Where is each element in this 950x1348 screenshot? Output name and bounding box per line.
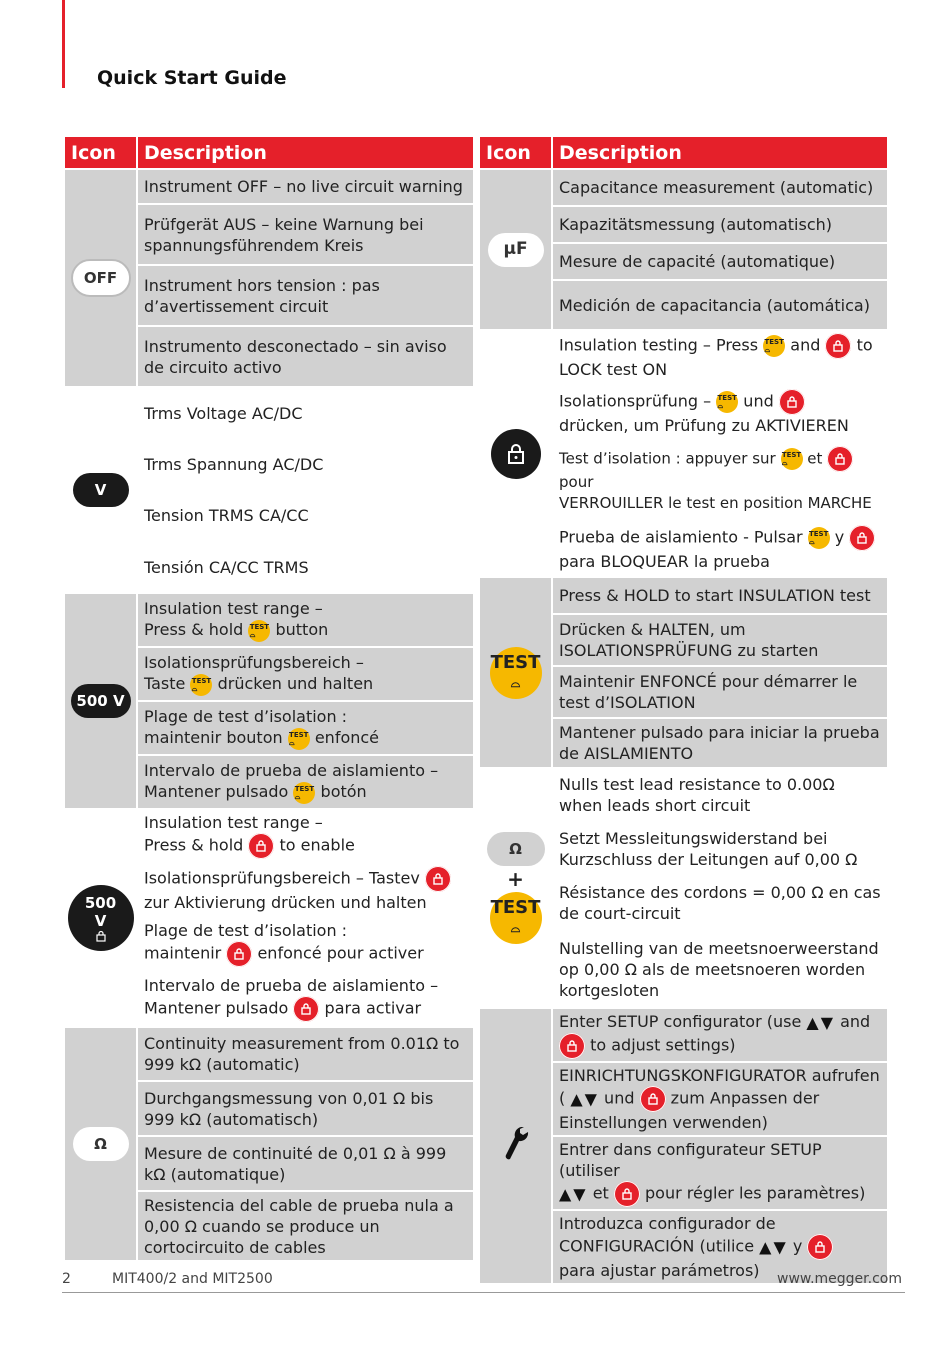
lock-icon [248,833,274,859]
desc-cont-es: Resistencia del cable de prueba nula a 0,00 Ω cuando se produce un cortocircuito de cables [137,1191,474,1261]
lock-icon [293,996,319,1022]
desc-cap-fr: Mesure de capacité (automatique) [552,243,888,280]
col-description-header: Description [137,136,474,169]
lock-icon [849,525,875,551]
lock-icon [491,429,541,479]
plus-sign: + [507,867,524,891]
desc-off-de: Prüfgerät AUS – keine Warnung bei spannungsführendem Kreis [137,204,474,265]
desc-setup-fr: Entrer dans configurateur SETUP (utiliser ▲▼ et pour régler les paramètres) [552,1136,888,1210]
ohm-icon: Ω [487,832,545,866]
lock-icon-cell [479,330,552,577]
desc-null-de: Setzt Messleitungswiderstand bei Kurzschluss der Leitungen auf 0,00 Ω [552,822,888,876]
desc-cap-en: Capacitance measurement (automatic) [552,169,888,206]
desc-setup-de: EINRICHTUNGSKONFIGURATOR aufrufen ( ▲▼ und zum Anpassen der Einstellungen verwenden) [552,1062,888,1136]
desc-test-de: Drücken & HALTEN, um ISOLATIONSPRÜFUNG zu starten [552,614,888,666]
continuity-icon: Ω [73,1127,129,1161]
desc-lock-en: Insulation testing – Press TEST ⌓ and to LOCK test ON [552,330,888,383]
voltage-icon: V [73,473,129,507]
range-500v-icon: 500 V [71,684,131,718]
desc-lock-fr: Test d’isolation : appuyer sur TEST ⌓ et pour VERROUILLER le test en position MARCHE [552,441,888,519]
footer-model: MIT400/2 and MIT2500 [112,1271,273,1287]
lock-icon [226,941,252,967]
test-icon: TEST ⌓ [248,620,270,642]
continuity-icon-cell [64,1027,137,1261]
test-icon: TEST ⌓ [190,674,212,696]
test-icon: TEST ⌓ [716,391,738,413]
desc-cap-es: Medición de capacitancia (automática) [552,280,888,330]
desc-test-es: Mantener pulsado para iniciar la prueba de AISLAMIENTO [552,718,888,768]
arrow-up-down-icon: ▲▼ [570,1089,599,1109]
desc-cont-de: Durchgangsmessung von 0,01 Ω bis 999 kΩ (automatisch) [137,1081,474,1136]
desc-test-en: Press & HOLD to start INSULATION test [552,577,888,614]
left-icon-table [63,135,475,1262]
desc-500lock-en: Insulation test range – Press & hold to enable [137,809,474,862]
wrench-icon [501,1124,531,1164]
test-button-icon-cell [479,577,552,768]
capacitance-icon: μF [488,233,544,267]
desc-null-en: Nulls test lead resistance to 0.00Ω when leads short circuit [552,768,888,822]
desc-v-es: Tensión CA/CC TRMS [137,541,474,593]
lock-icon [807,1234,833,1260]
desc-500-en: Insulation test range – Press & hold TEST ⌓ button [137,593,474,647]
footer-divider [62,1292,905,1293]
lock-icon [827,446,853,472]
desc-500-fr: Plage de test d’isolation : maintenir bouton TEST ⌓ enfoncé [137,701,474,755]
voltage-icon-cell [64,387,137,593]
desc-setup-es: Introduzca configurador de CONFIGURACIÓN (utilice ▲▼ y para ajustar parámetros) [552,1210,888,1284]
test-icon: TEST ⌓ [293,782,315,804]
desc-cont-en: Continuity measurement from 0.01Ω to 999 kΩ (automatic) [137,1027,474,1081]
desc-off-en: Instrument OFF – no live circuit warning [137,169,474,204]
desc-off-es: Instrumento desconectado – sin aviso de circuito activo [137,326,474,387]
desc-500lock-de: Isolationsprüfungsbereich – Tastev zur Aktivierung drücken und halten [137,862,474,917]
arrow-up-down-icon: ▲▼ [559,1184,588,1204]
desc-v-de: Trms Spannung AC/DC [137,439,474,490]
col-icon-header: Icon [64,136,137,169]
desc-null-fr: Résistance des cordons = 0,00 Ω en cas de court-circuit [552,876,888,930]
desc-setup-en: Enter SETUP configurator (use ▲▼ and to adjust settings) [552,1008,888,1062]
capacitance-icon-cell [479,169,552,330]
desc-cont-fr: Mesure de continuité de 0,01 Ω à 999 kΩ (automatique) [137,1136,474,1191]
test-icon: TEST ⌓ [288,728,310,750]
lock-icon [425,866,451,892]
desc-cap-de: Kapazitätsmessung (automatisch) [552,206,888,243]
right-icon-table [478,135,889,1285]
desc-v-en: Trms Voltage AC/DC [137,387,474,439]
desc-v-fr: Tension TRMS CA/CC [137,490,474,541]
accent-bar [62,0,65,88]
desc-off-fr: Instrument hors tension : pas d’avertissement circuit [137,265,474,326]
col-description-header: Description [552,136,888,169]
null-icon-cell [479,768,552,1008]
desc-null-es: Nulstelling van de meetsnoerweerstand op 0,00 Ω als de meetsnoeren worden kortgesloten [552,930,888,1008]
test-icon: TEST ⌓ [808,527,830,549]
desc-lock-es: Prueba de aislamiento - Pulsar TEST ⌓ y para BLOQUEAR la prueba [552,519,888,577]
off-icon: OFF [71,259,131,297]
desc-test-fr: Maintenir ENFONCÉ pour démarrer le test d’ISOLATION [552,666,888,718]
desc-500lock-es: Intervalo de prueba de aislamiento – Mantener pulsado para activar [137,970,474,1027]
desc-500-de: Isolationsprüfungsbereich – Taste TEST ⌓ drücken und halten [137,647,474,701]
lock-icon [559,1033,585,1059]
page-number: 2 [62,1271,71,1287]
setup-icon-cell [479,1008,552,1284]
col-icon-header: Icon [479,136,552,169]
lock-icon [95,930,107,942]
test-icon: TEST ⌓ [490,647,542,699]
page-title: Quick Start Guide [97,67,287,89]
range-500v-lock-icon-cell [64,809,137,1027]
off-icon-cell [64,169,137,387]
footer-url: www.megger.com [777,1271,902,1287]
lock-icon [779,389,805,415]
test-icon: TEST ⌓ [490,892,542,944]
range-500v-lock-icon: 500 V [68,885,134,951]
arrow-up-down-icon: ▲▼ [806,1013,835,1032]
desc-500-es: Intervalo de prueba de aislamiento – Mantener pulsado TEST ⌓ botón [137,755,474,809]
desc-500lock-fr: Plage de test d’isolation : maintenir enfoncé pour activer [137,917,474,970]
range-500v-icon-cell [64,593,137,809]
test-icon: TEST ⌓ [781,448,803,470]
arrow-up-down-icon: ▲▼ [759,1237,788,1257]
desc-lock-de: Isolationsprüfung – TEST ⌓ und drücken, um Prüfung zu AKTIVIEREN [552,383,888,441]
lock-icon [614,1181,640,1207]
lock-icon [825,333,851,359]
test-icon: TEST ⌓ [763,335,785,357]
lock-icon [640,1086,666,1112]
